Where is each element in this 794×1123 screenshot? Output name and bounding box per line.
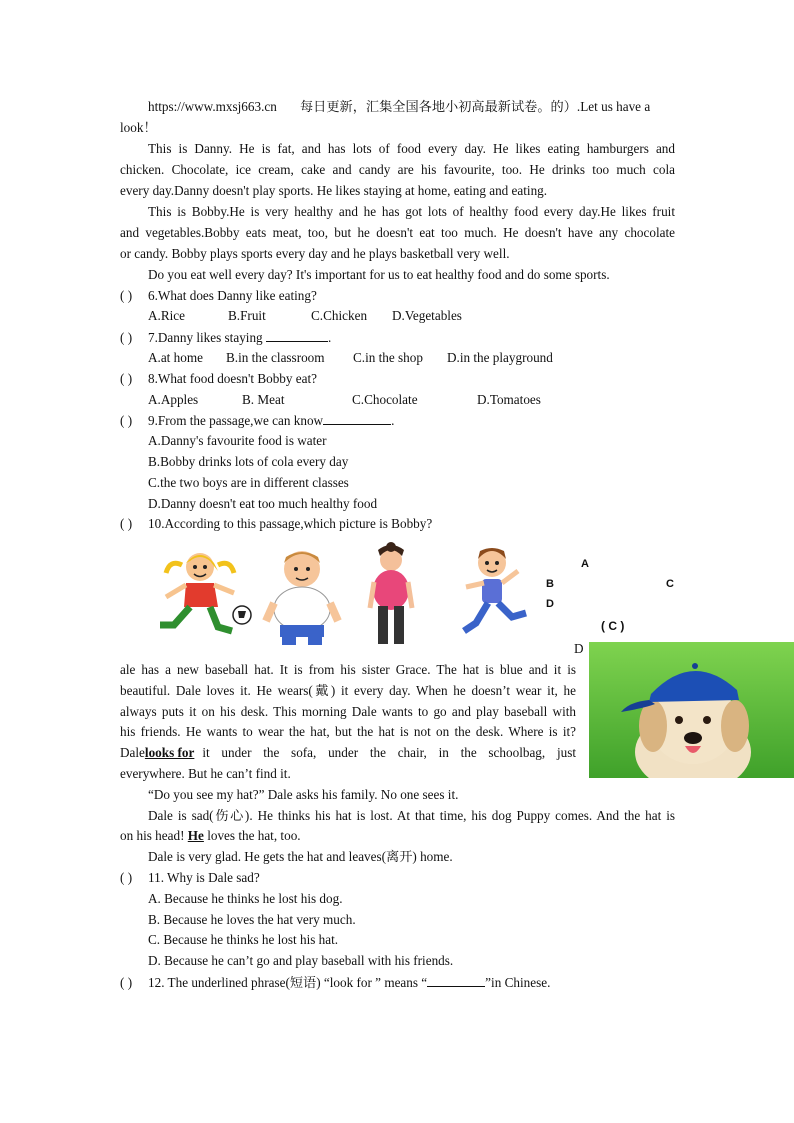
q7-option-d: D.in the playground xyxy=(447,350,553,365)
drop-cap: D xyxy=(574,641,584,656)
girl-soccer-picture xyxy=(152,545,254,641)
passage1-closing: Do you eat well every day? It's important for us to eat healthy food and do some sports. xyxy=(148,267,610,282)
dale-line-3: always puts it on his desk. This morning Dale wants to go and play baseball with xyxy=(120,704,576,719)
answer-paren[interactable]: ( ) xyxy=(120,870,133,885)
dale-line-6: everywhere. But he can’t find it. xyxy=(120,766,291,781)
running-boy-picture xyxy=(456,543,532,643)
picture-label-a: A xyxy=(581,558,589,570)
answer-paren[interactable]: ( ) xyxy=(120,413,133,428)
dale-quote: “Do you see my hat?” Dale asks his family. No one sees it. xyxy=(148,787,459,802)
answer-paren[interactable]: ( ) xyxy=(120,371,133,386)
answer-paren[interactable]: ( ) xyxy=(120,330,133,345)
q9-option-a: A.Danny's favourite food is water xyxy=(148,433,327,448)
dale-line-4: his friends. He wants to wear the hat, but the hat is not on the desk. Where is it? xyxy=(120,724,576,739)
answer-blank[interactable] xyxy=(266,329,328,342)
danny-line-1: This is Danny. He is fat, and has lots of food every day. He likes eating hamburgers and xyxy=(148,141,675,156)
dale-line-5: Dale looks for it under the sofa, under the chair, in the schoolbag, just xyxy=(120,745,576,760)
q11-option-c: C. Because he thinks he lost his hat. xyxy=(148,932,339,947)
question-10: ( ) 10.According to this passage,which picture is Bobby? xyxy=(120,516,433,531)
question-6: ( ) 6.What does Danny like eating? xyxy=(120,288,317,303)
answer-blank[interactable] xyxy=(427,974,485,987)
dale-glad-line: Dale is very glad. He gets the hat and leaves(离开) home. xyxy=(148,849,453,864)
answer-blank[interactable] xyxy=(323,412,391,425)
header-notice-tail: look！ xyxy=(120,120,157,135)
q11-option-a: A. Because he thinks he lost his dog. xyxy=(148,891,343,906)
q8-option-d: D.Tomatoes xyxy=(477,392,541,407)
danny-line-2: chicken. Chocolate, ice cream, cake and candy are his favourite, too. He drinks too much cola xyxy=(120,162,675,177)
q6-option-c: C.Chicken xyxy=(311,308,368,323)
underlined-phrase: looks for xyxy=(144,745,195,760)
q11-option-b: B. Because he loves the hat very much. xyxy=(148,912,356,927)
q7-option-b: B.in the classroom xyxy=(226,350,325,365)
q8-option-b: B. Meat xyxy=(242,392,285,407)
q6-option-b: B.Fruit xyxy=(228,308,266,323)
answer-paren[interactable]: ( ) xyxy=(120,288,133,303)
question-11: ( ) 11. Why is Dale sad? xyxy=(120,870,260,885)
picture-label-c: C xyxy=(666,578,674,590)
q9-option-d: D.Danny doesn't eat too much healthy food xyxy=(148,496,378,511)
dale-line-2: beautiful. Dale loves it. He wears(戴) it every day. When he doesn’t wear it, he xyxy=(120,683,576,698)
q6-option-d: D.Vegetables xyxy=(392,308,462,323)
q8-option-a: A.Apples xyxy=(148,392,199,407)
q7-option-c: C.in the shop xyxy=(353,350,423,365)
q9-option-b: B.Bobby drinks lots of cola every day xyxy=(148,454,349,469)
dog-with-cap-photo xyxy=(589,642,794,778)
q11-option-d: D. Because he can’t go and play baseball with his friends. xyxy=(148,953,454,968)
q6-option-a: A.Rice xyxy=(148,308,185,323)
question-12: ( ) 12. The underlined phrase(短语) “look for ” means “ ”in Chinese. xyxy=(120,975,551,990)
bobby-line-2: and vegetables.Bobby eats meat, too, but he doesn't eat too much. He doesn't have any chocolate xyxy=(120,225,675,240)
picture-label-b: B xyxy=(546,578,554,590)
q8-option-c: C.Chocolate xyxy=(352,392,418,407)
answer-paren[interactable]: ( ) xyxy=(120,975,133,990)
danny-line-3: every day.Danny doesn't play sports. He likes staying at home, eating and eating. xyxy=(120,183,548,198)
source-url: https://www.mxsj663.cn xyxy=(148,99,277,114)
dale-line-1: ale has a new baseball hat. It is from his sister Grace. The hat is blue and it is xyxy=(120,662,576,677)
picture-label-d: D xyxy=(546,598,554,610)
bobby-line-1: This is Bobby.He is very healthy and he has got lots of healthy food every day.He likes fruit xyxy=(148,204,675,219)
question-8: ( ) 8.What food doesn't Bobby eat? xyxy=(120,371,318,386)
q9-option-c: C.the two boys are in different classes xyxy=(148,475,349,490)
header-notice: 每日更新，汇集全国各地小初高最新试卷。的）.Let us have a xyxy=(300,99,651,114)
q7-option-a: A.at home xyxy=(148,350,203,365)
heavy-girl-picture xyxy=(366,542,416,650)
answer-mark: ( C ) xyxy=(601,619,625,633)
dale-sad-line: Dale is sad(伤心). He thinks his hat is lost. At that time, his dog Puppy comes. And the hat is xyxy=(148,808,675,823)
bobby-line-3: or candy. Bobby plays sports every day and he plays basketball very well. xyxy=(120,246,510,261)
underlined-he: He xyxy=(187,828,204,843)
fat-boy-picture xyxy=(262,547,342,647)
answer-paren[interactable]: ( ) xyxy=(120,516,133,531)
question-9: ( ) 9.From the passage,we can know . xyxy=(120,413,395,428)
dale-head-line: on his head! He loves the hat, too. xyxy=(120,828,301,843)
question-7: ( ) 7.Danny likes staying . xyxy=(120,330,332,345)
